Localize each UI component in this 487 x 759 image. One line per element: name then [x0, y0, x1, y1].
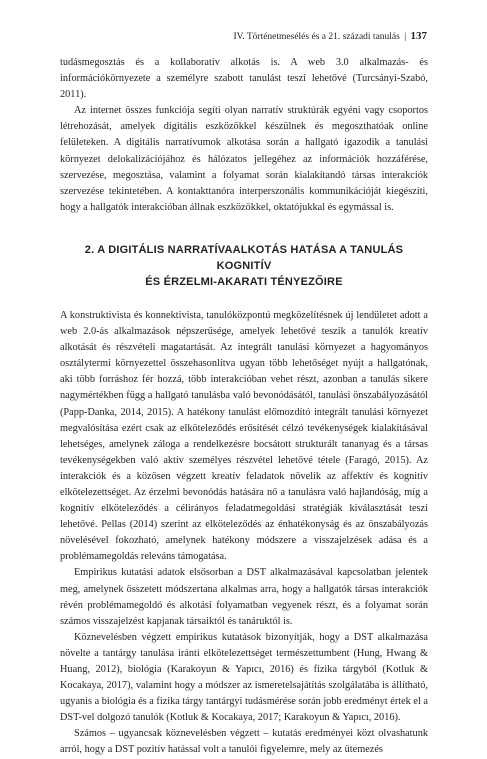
paragraph: Köznevelésben végzett empirikus kutatások bizonyítják, hogy a DST alkalmazása növelte a tantárgy tanulása iránti elkötelezettséget természettumbent (Hung, Hwang & Huang, 2012), biológia (Karakoyun & Yapıcı, 2016) és fizika tárgyból (Kotluk & Kocakaya, 2017), valamint hogy a módszer az ismeretelsajátítás szolgálatába is állítható, ugyanis a biológia és a fizika tárgy tantárgyi tudásmérése során jobb eredményt értek el a DST-vel dolgozó tanulók (Kotluk & Kocakaya, 2017; Karakoyun & Yapıcı, 2016). [60, 631, 428, 724]
header-separator: | [404, 32, 407, 42]
page-number: 137 [410, 30, 427, 42]
paragraph: Az internet összes funkciója segíti olyan narratív struktúrák egyéni vagy csoportos létrehozását, amelyek digitális eszközökkel készülnek és megoszthatóak online felületeken. A digitális narratívumok alkotása során a hallgató igazodik a tanulási környezet delokalizációjához és hálózatos jellegéhez az információk hozzáférése, szervezése, megosztása, valamint a folyamat során kialakítandó társas interakciók szervezése tekintetében. A kontakttanóra interperszonális kommunikációját kiegészíti, hogy a hallgatók interakcióban állnak eszközökkel, oktatójukkal és egymással is. [60, 105, 428, 213]
body-text [60, 55, 428, 759]
paragraph: Számos – ugyancsak köznevelésben végzett – kutatás eredményei közt olvashatunk arról, hogy a DST pozitív hatással volt a tanulói figyelemre, mely az ütemezés [60, 728, 428, 756]
section-heading [60, 242, 428, 290]
paragraph: A konstruktivista és konnektivista, tanulóközpontú megközelítésnek új lendületet adott a web 2.0-ás alkalmazások népszerűsége, amelyek lehetővé teszik a tanulók kreatív alkotását és részvételi magatartását. Az integrált tanulási környezet a hagyományos osztálytermi környezettel összehasonlítva ugyan több lehetőséget nyújt a hallgatónak, aki több forráshoz fér hozzá, több interakcióban vehet részt, azonban a tanulás sikere nagymértékben függ a hallgató tanulásba való bevonódásától, tanulási önszabályozásától (Papp-Danka, 2014, 2015). A hatékony tanulást előmozdító integrált tanulási környezet megvalósítása ezért csak az elköteleződés erősítését célzó tevékenységek kialakításával lehetséges, amelynek záloga a rendelkezésre bocsátott strukturált tananyag és a társas tevékenységekben való aktív személyes részvétel lehetővé tétele (Faragó, 2015). Az interakciók és a közösen végzett kreatív feladatok növelik az affektív és kognitív elkötelezettséget. Az érzelmi bevonódás hatására nő a tanulásra való hajlandóság, míg a kognitív elköteleződés a célirányos feladatmegoldási stratégiák kiválasztását teszi lehetővé. Pellas (2014) szerint az elköteleződés az énhatékonyság és az önszabályozás növelésével fokozható, amelynek hatékony módszere a visszajelzések adása és a problémamegoldás releváns támogatása. [60, 309, 428, 563]
section-heading-line-1: 2. A DIGITÁLIS NARRATÍVAALKOTÁS HATÁSA A TANULÁS KOGNITÍV [84, 243, 404, 272]
running-title: IV. Történetmesélés és a 21. századi tanulás [233, 32, 400, 42]
paragraph-continuation: tudásmegosztás és a kollaboratív alkotás is. A web 3.0 alkalmazás- és információkörnyezete a személyre szabott tanulást teszi lehetővé (Turcsányi-Szabó, 2011). [60, 57, 428, 101]
paragraph: Empirikus kutatási adatok elsősorban a DST alkalmazásával kapcsolatban jelentek meg, amelynek összetett módszertana alkalmas arra, hogy a hallgatók társas interakciók révén problémamegoldó és alkotási folyamatban vegyenek részt, és a folyamat során számos visszajelzést kapjanak társaiktól és tanáruktól is. [60, 567, 428, 627]
running-header [233, 30, 427, 42]
section-heading-line-2: ÉS ÉRZELMI-AKARATI TÉNYEZŐIRE [145, 275, 343, 288]
